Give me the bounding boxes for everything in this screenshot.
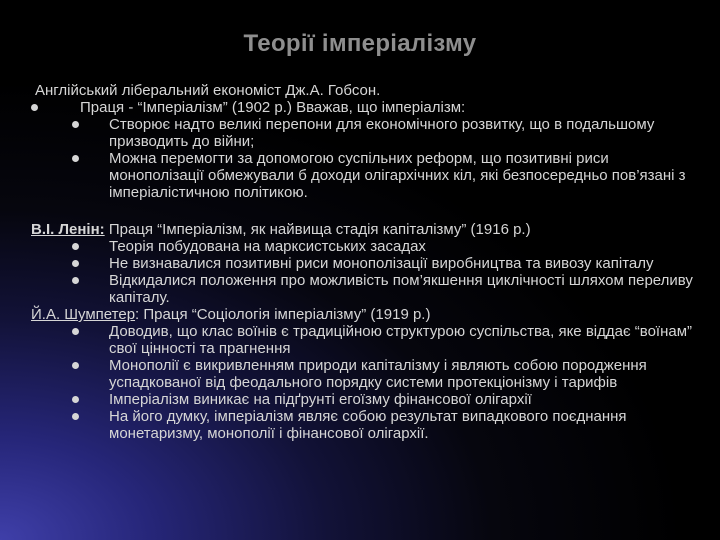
bullet-icon bbox=[72, 328, 79, 335]
bullet-icon bbox=[72, 155, 79, 162]
hobson-point bbox=[0, 150, 720, 201]
slide-title: Теорії імперіалізму bbox=[243, 30, 477, 57]
bullet-icon bbox=[72, 413, 79, 420]
lenin-point bbox=[0, 255, 720, 272]
spacer bbox=[0, 201, 720, 221]
slide-content bbox=[0, 82, 720, 442]
hobson-point-text: Можна перемогти за допомогою суспільних реформ, що позитивні риси монополізації обмежували б доходи олігархічних кіл, які безпосередньо пов’язані з імперіалістичною політикою. bbox=[109, 150, 686, 201]
lenin-heading bbox=[0, 221, 720, 238]
schumpeter-point-text: На його думку, імперіалізм являє собою результат випадкового поєднання монетаризму, монополії і фінансової олігархії. bbox=[109, 408, 627, 442]
bullet-icon bbox=[72, 121, 79, 128]
schumpeter-point-text: Імперіалізм виникає на підґрунті егоїзму фінансової олігархії bbox=[109, 391, 532, 408]
schumpeter-point bbox=[0, 323, 720, 357]
schumpeter-point bbox=[0, 357, 720, 391]
bullet-icon bbox=[72, 243, 79, 250]
schumpeter-heading bbox=[0, 306, 720, 323]
bullet-icon bbox=[72, 362, 79, 369]
lenin-point bbox=[0, 238, 720, 255]
hobson-work-item bbox=[0, 99, 720, 116]
schumpeter-point bbox=[0, 408, 720, 442]
lenin-point-text: Відкидалися положення про можливість пом’якшення циклічності шляхом переливу капіталу. bbox=[109, 272, 693, 306]
schumpeter-point-text: Монополії є викривленням природи капіталізму і являють собою породження успадкованої від феодального порядку системи протекціонізму і тарифів bbox=[109, 357, 647, 391]
schumpeter-work: : Праця “Соціологія імперіалізму” (1919 р.) bbox=[135, 306, 431, 323]
hobson-work: Праця - “Імперіалізм” (1902 р.) Вважав, що імперіалізм: bbox=[80, 99, 466, 116]
lenin-name: В.І. Ленін: bbox=[31, 221, 105, 238]
lenin-point bbox=[0, 272, 720, 306]
schumpeter-point-text: Доводив, що клас воїнів є традиційною структурою суспільства, яке віддає “воїнам” свої цінності та прагнення bbox=[109, 323, 693, 357]
hobson-point-text: Створює надто великі перепони для економічного розвитку, що в подальшому призводить до війни; bbox=[109, 116, 655, 150]
bullet-icon bbox=[72, 277, 79, 284]
bullet-icon bbox=[31, 104, 38, 111]
hobson-intro: Англійський ліберальний економіст Дж.А. Гобсон. bbox=[35, 82, 381, 99]
bullet-icon bbox=[72, 396, 79, 403]
lenin-work: Праця “Імперіалізм, як найвища стадія капіталізму” (1916 р.) bbox=[104, 221, 531, 238]
lenin-point-text: Теорія побудована на марксистських засадах bbox=[109, 238, 426, 255]
schumpeter-point bbox=[0, 391, 720, 408]
lenin-point-text: Не визнавалися позитивні риси монополізації виробництва та вивозу капіталу bbox=[109, 255, 654, 272]
bullet-icon bbox=[72, 260, 79, 267]
schumpeter-name: Й.А. Шумпетер bbox=[31, 306, 136, 323]
hobson-point bbox=[0, 116, 720, 150]
